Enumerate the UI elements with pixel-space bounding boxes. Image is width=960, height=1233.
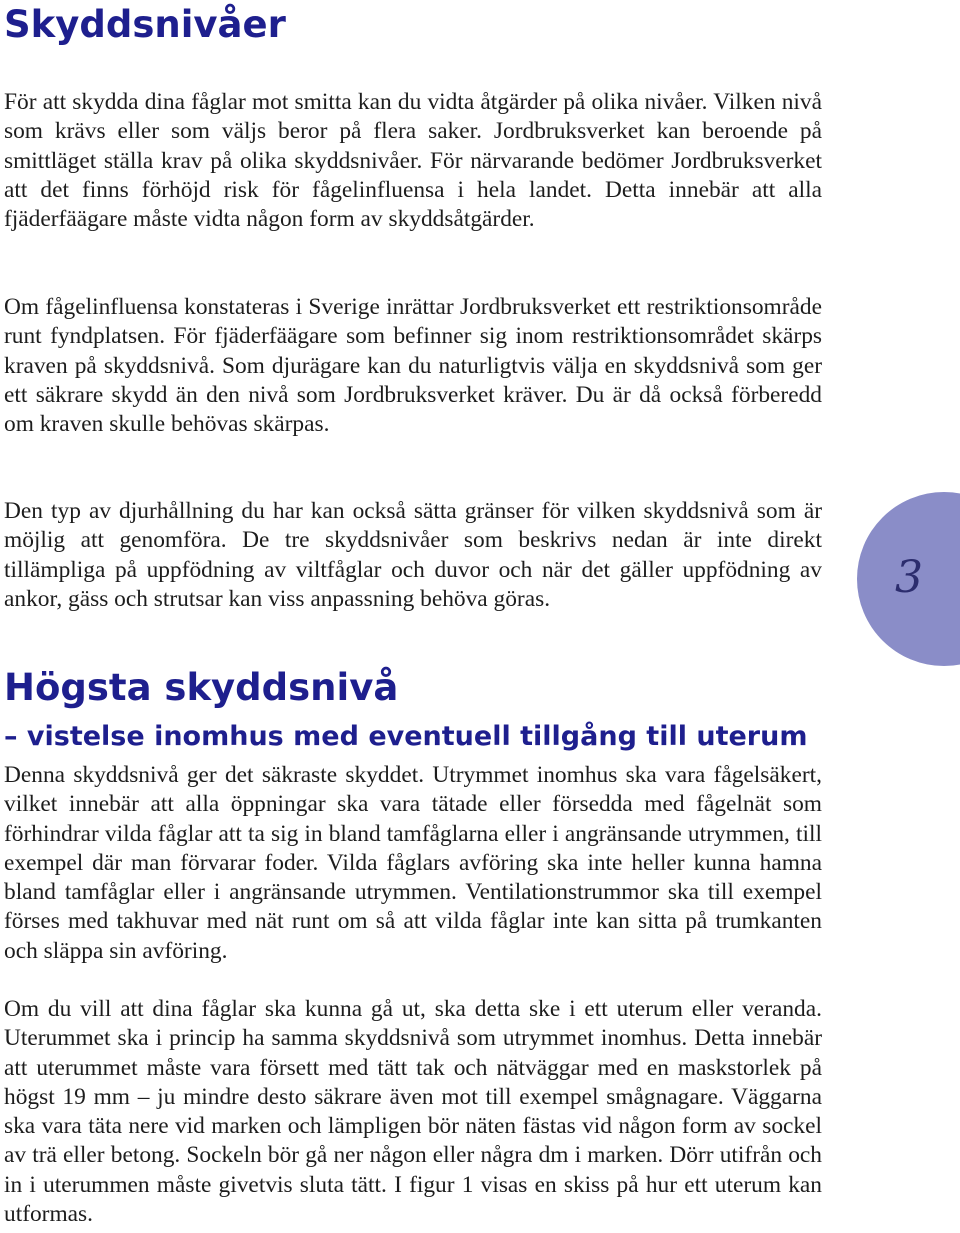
section-subtitle: – vistelse inomhus med eventuell tillgång till uterum bbox=[4, 721, 808, 752]
section-title-hogsta-skyddsniva: Högsta skyddsnivå bbox=[4, 666, 399, 709]
paragraph-intro: För att skydda dina fåglar mot smitta kan du vidta åtgärder på olika nivåer. Vilken nivå som krävs eller som väljs beror på flera saker. Jordbruksverket kan beroende på smittläget ställa krav på olika skyddsnivåer. För närvarande bedömer Jordbruksverket att det finns förhöjd risk för fågelinfluensa i hela landet. Detta innebär att alla fjäderfäägare måste vidta någon form av skyddsåtgärder. bbox=[4, 89, 822, 233]
paragraph-indoor-protection: Denna skyddsnivå ger det säkraste skyddet. Utrymmet inomhus ska vara fågelsäkert, vilket innebär att alla öppningar ska vara tätade eller försedda med fågelnät som förhindrar vilda fåglar att ta sig in bland tamfåglarna eller i angränsande utrymmen, till exempel där man förvarar foder. Vilda fåglars avföring ska inte heller kunna hamna bland tamfåglar eller i angränsande utrymmen. Ventilationstrummor ska till exempel förses med takhuvar med nät runt om så att vilda fåglar inte kan sitta på trumkanten och släppa sin avföring. bbox=[4, 762, 822, 964]
paragraph-restriction-zone: Om fågelinfluensa konstateras i Sverige inrättar Jordbruksverket ett restriktionsområde runt fyndplatsen. För fjäderfäägare som befinner sig inom restriktionsområdet skärps kraven på skyddsnivå. Som djurägare kan du naturligtvis välja en skyddsnivå som ger ett säkrare skydd än den nivå som Jordbruksverket kräver. Du är då också förberedd om kraven skulle behövas skärpas. bbox=[4, 294, 822, 438]
chapter-number: 3 bbox=[895, 552, 923, 603]
section-title-skyddsnivaer: Skyddsnivåer bbox=[4, 3, 286, 46]
paragraph-husbandry-type: Den typ av djurhållning du har kan också sätta gränser för vilken skyddsnivå som är möjlig att genomföra. De tre skyddsnivåer som beskrivs nedan är inte direkt tillämpliga på uppfödning av viltfåglar och duvor och när det gäller uppfödning av ankor, gäss och strutsar kan viss anpassning behöva göras. bbox=[4, 498, 822, 612]
paragraph-outdoor-room: Om du vill att dina fåglar ska kunna gå ut, ska detta ske i ett uterum eller veranda. Uterummet ska i princip ha samma skyddsnivå som utrymmet inomhus. Detta innebär att uterummet måste vara försett med tätt tak och nätväggar med en maskstorlek på högst 19 mm – ju mindre desto säkrare även mot till exempel smågnagare. Väggarna ska vara täta nere vid marken och lämpligen bör näten fästas vid någon form av sockel av trä eller betong. Sockeln bör gå ner någon eller några dm i marken. Dörr utifrån och in i uterummen måste givetvis sluta tätt. I figur 1 visas en skiss på hur ett uterum kan utformas. bbox=[4, 996, 822, 1228]
